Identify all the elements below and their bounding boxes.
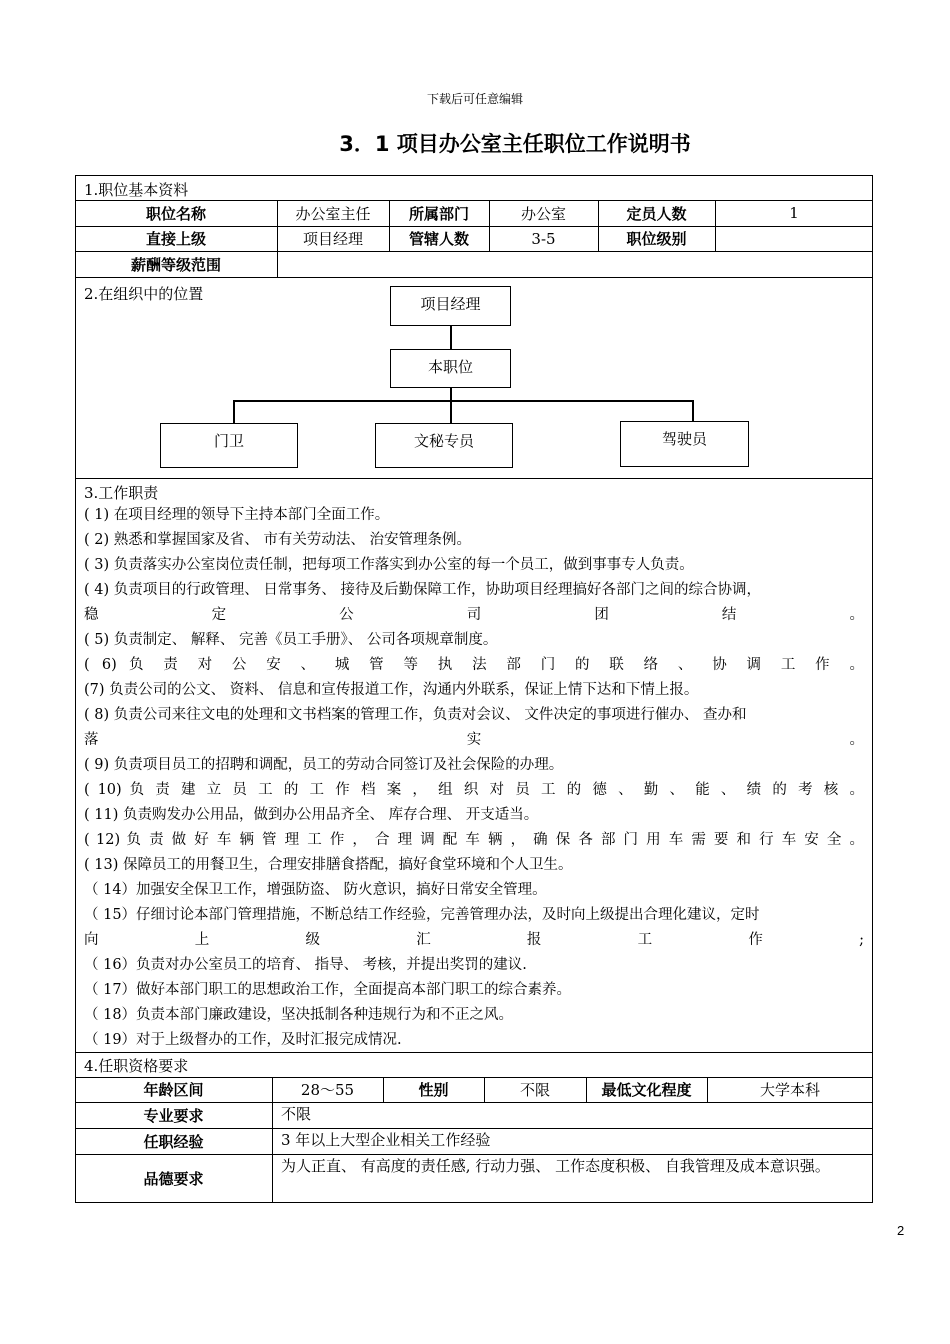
duty-line: ( 10) 负 责 建 立 员 工 的 工 作 档 案 ， 组 织 对 员 工 的 德 、 勤 、 能 、 绩 的 考 核 。 <box>84 782 864 798</box>
position-name-label: 职位名称 <box>145 204 206 223</box>
duty-line: ( 9) 负责项目员工的招聘和调配，员工的劳动合同签订及社会保险的办理。 <box>84 757 564 773</box>
department-value: 办公室 <box>520 204 566 223</box>
duty-line: （ 17）做好本部门职工的思想政治工作，全面提高本部门职工的综合素养。 <box>84 982 572 998</box>
headcount-label: 定员人数 <box>626 204 687 223</box>
duties-list <box>84 503 864 1053</box>
duty-line: ( 6) 负 责 对 公 安 、 城 管 等 执 法 部 门 的 联 络 、 协 调 工 作 。 <box>84 657 864 673</box>
age-range-label: 年龄区间 <box>143 1081 204 1099</box>
duty-line: （ 19）对于上级督办的工作，及时汇报完成情况. <box>84 1032 402 1048</box>
duty-line: （ 16）负责对办公室员工的培育、 指导、 考核，并提出奖罚的建议. <box>84 957 527 973</box>
subordinates-value: 3-5 <box>531 229 556 248</box>
direct-superior-label: 直接上级 <box>145 230 206 248</box>
age-range-value: 28～55 <box>300 1081 355 1099</box>
duty-line: (7) 负责公司的公文、 资料、 信息和宣传报道工作，沟通内外联系，保证上情下达和下情上报。 <box>84 682 699 698</box>
education-label: 最低文化程度 <box>601 1081 692 1099</box>
subordinates-label: 管辖人数 <box>408 230 469 248</box>
duty-line: 稳 定 公 司 团 结 。 <box>84 607 864 623</box>
duty-line: ( 2) 熟悉和掌握国家及省、 市有关劳动法、 治安管理条例。 <box>84 532 471 548</box>
document-title: 3．1 项目办公室主任职位工作说明书 <box>339 132 691 156</box>
position-level-label: 职位级别 <box>626 230 687 248</box>
salary-range-value <box>277 251 873 277</box>
duty-line: （ 14）加强安全保卫工作，增强防盗、 防火意识，搞好日常安全管理。 <box>84 882 547 898</box>
section4-title: 4.任职资格要求 <box>84 1057 189 1075</box>
duty-line: 落 实 。 <box>84 732 864 748</box>
duty-line: ( 8) 负责公司来往文电的处理和文书档案的管理工作，负责对会议、 文件决定的事项进行催办、 查办和 <box>84 707 747 723</box>
duty-line: ( 11) 负责购发办公用品，做到办公用品齐全、 库存合理、 开支适当。 <box>84 807 539 823</box>
salary-range-label: 薪酬等级范围 <box>130 255 221 274</box>
duty-line: 向 上 级 汇 报 工 作 ; <box>84 932 864 948</box>
org-node-child-3: 驾驶员 <box>620 421 749 467</box>
direct-superior-value: 项目经理 <box>302 230 363 248</box>
duty-line: ( 12) 负 责 做 好 车 辆 管 理 工 作 ， 合 理 调 配 车 辆 ， 确 保 各 部 门 用 车 需 要 和 行 车 安 全 。 <box>84 832 864 848</box>
morality-label: 品德要求 <box>143 1170 204 1188</box>
section1-title: 1.职位基本资料 <box>84 181 189 199</box>
position-level-value <box>715 226 873 251</box>
experience-label: 任职经验 <box>143 1132 204 1151</box>
duty-line: ( 1) 在项目经理的领导下主持本部门全面工作。 <box>84 507 390 523</box>
section2-title: 2.在组织中的位置 <box>84 285 204 303</box>
duty-line: ( 4) 负责项目的行政管理、 日常事务、 接待及后勤保障工作，协助项目经理搞好各部门之间的综合协调， <box>84 582 761 598</box>
duty-line: ( 3) 负责落实办公室岗位责任制，把每项工作落实到办公室的每一个员工，做到事事专人负责。 <box>84 557 694 573</box>
org-node-child-1: 门卫 <box>160 423 298 468</box>
major-label: 专业要求 <box>143 1106 204 1125</box>
gender-label: 性别 <box>418 1081 449 1099</box>
headcount-value: 1 <box>789 204 799 222</box>
gender-value: 不限 <box>519 1081 550 1099</box>
org-node-top: 项目经理 <box>390 286 511 326</box>
morality-value: 为人正直、 有高度的责任感, 行动力强、 工作态度积极、 自我管理及成本意识强。 <box>281 1157 830 1175</box>
education-value: 大学本科 <box>759 1081 820 1099</box>
org-node-child-2: 文秘专员 <box>375 423 513 468</box>
duty-line: （ 15）仔细讨论本部门管理措施，不断总结工作经验，完善管理办法，及时向上级提出合理化建议，定时 <box>84 907 760 923</box>
section3-title: 3.工作职责 <box>84 484 159 502</box>
department-label: 所属部门 <box>408 204 469 223</box>
header-note: 下载后可任意编辑 <box>426 92 523 106</box>
org-node-current: 本职位 <box>390 349 511 388</box>
position-name-value: 办公室主任 <box>295 204 371 223</box>
duty-line: （ 18）负责本部门廉政建设，坚决抵制各种违规行为和不正之风。 <box>84 1007 514 1023</box>
page-number: 2 <box>897 1223 905 1238</box>
major-value: 不限 <box>281 1105 312 1123</box>
duty-line: ( 5) 负责制定、 解释、 完善《员工手册》、 公司各项规章制度。 <box>84 632 498 648</box>
experience-value: 3 年以上大型企业相关工作经验 <box>281 1131 491 1149</box>
duty-line: ( 13) 保障员工的用餐卫生，合理安排膳食搭配，搞好食堂环境和个人卫生。 <box>84 857 573 873</box>
